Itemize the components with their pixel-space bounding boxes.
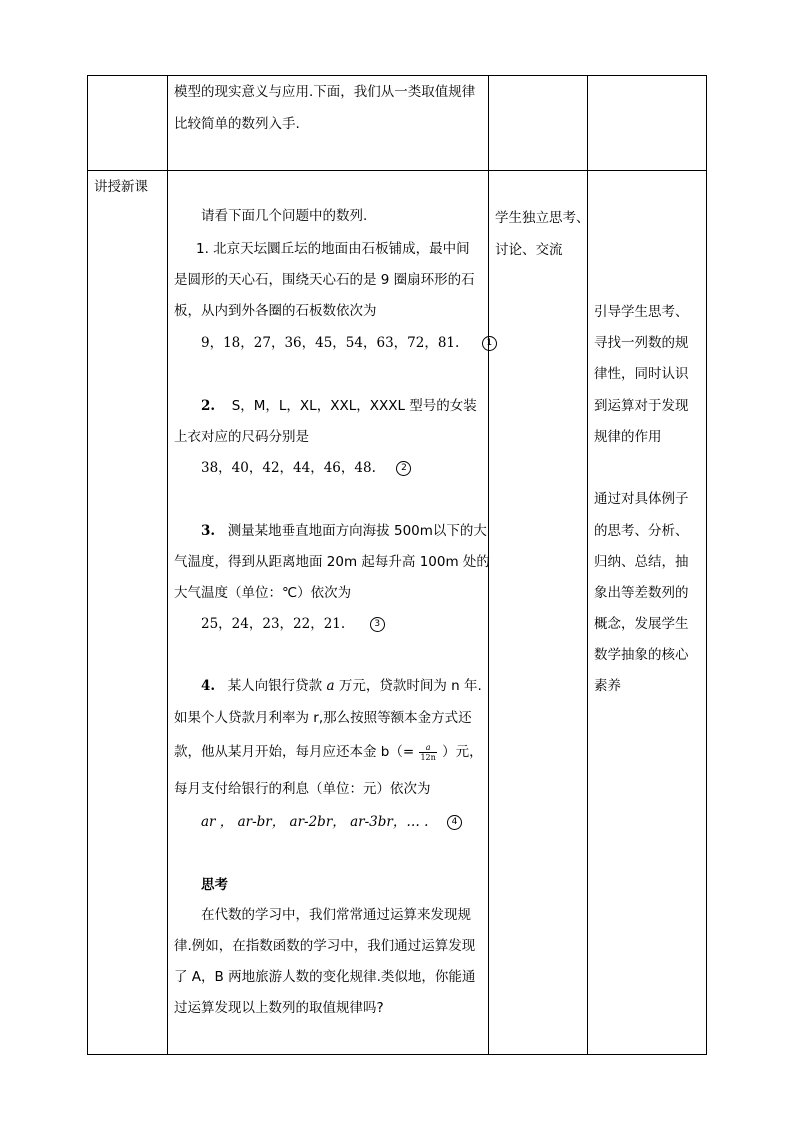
problem3-sequence-text: 25，24，23，22，21.: [201, 616, 346, 632]
problem1-line-2: 是圆形的天心石，围绕天心石的是 9 圈扇环形的石: [174, 272, 475, 288]
problem4-line-1: [201, 677, 482, 695]
design-intent-2-line-5: 概念，发展学生: [594, 616, 689, 632]
design-intent-1-line-5: 规律的作用: [594, 429, 662, 445]
design-intent-2-line-6: 数学抽象的核心: [594, 647, 689, 663]
design-intent-2-line-2: 的思考、分析、: [594, 523, 689, 539]
problem4-variable-a: a: [326, 678, 335, 694]
problem4-line-1-text-a: 某人向银行贷款: [227, 678, 323, 694]
stage-label: 讲授新课: [94, 179, 148, 195]
design-intent-2-line-3: 归纳、总结，抽: [594, 554, 689, 570]
think-line-3: 了 A，B 两地旅游人数的变化规律.类似地，你能通: [174, 969, 476, 985]
table-left-border: [87, 75, 88, 1055]
problem4-circled-mark: 4: [447, 815, 462, 830]
problem3-line-1-text: 测量某地垂直地面方向海拔 500m以下的大: [227, 523, 487, 539]
row1-content-line-2: 比较简单的数列入手.: [174, 116, 300, 132]
student-activity-line-2: 讨论、交流: [495, 242, 563, 258]
row1-content-line-1: 模型的现实意义与应用.下面，我们从一类取值规律: [174, 84, 476, 100]
table-top-border: [87, 75, 707, 76]
problem2-sequence-text: 38，40，42，44，46，48.: [201, 460, 376, 476]
problem4-number: 4.: [201, 678, 216, 694]
problem1-circled-mark: 1: [482, 336, 497, 351]
fraction-numerator: a: [425, 743, 431, 752]
design-intent-2-line-4: 象出等差数列的: [594, 585, 689, 601]
think-line-4: 过运算发现以上数列的取值规律吗?: [174, 1000, 384, 1016]
problem2-number: 2.: [201, 398, 216, 414]
problem3-number: 3.: [201, 523, 216, 539]
design-intent-2-line-7: 素养: [594, 678, 621, 694]
column-divider-1: [167, 75, 168, 1055]
problem3-sequence: [201, 615, 385, 633]
problem2-line-1-text: S，M，L，XL，XXL，XXXL 型号的女装: [231, 398, 477, 414]
think-title: 思考: [201, 877, 228, 893]
problem4-line-3-text-a: 款，他从某月开始，每月应还本金 b（=: [174, 744, 415, 760]
intro-text: 请看下面几个问题中的数列.: [201, 208, 368, 224]
design-intent-1-line-2: 寻找一列数的规: [594, 335, 689, 351]
row-divider: [87, 170, 707, 171]
problem1-line-3: 板，从内到外各圈的石板数依次为: [174, 303, 377, 319]
problem3-circled-mark: 3: [370, 617, 385, 632]
problem2-line-1: [201, 397, 477, 415]
problem3-line-1: [201, 522, 487, 540]
design-intent-2-line-1: 通过对具体例子: [594, 491, 689, 507]
design-intent-1-line-1: 引导学生思考、: [594, 304, 689, 320]
design-intent-1-line-4: 到运算对于发现: [594, 398, 689, 414]
table-bottom-border: [87, 1054, 707, 1055]
problem2-sequence: [201, 459, 411, 477]
problem4-line-3: [174, 743, 483, 762]
problem4-sequence-text: ar ， ar-br， ar-2br， ar-3br，… .: [201, 814, 429, 830]
problem2-line-2: 上衣对应的尺码分别是: [174, 429, 309, 445]
think-line-1: 在代数的学习中，我们常常通过运算来发现规: [201, 907, 471, 923]
problem4-line-1-text-b: 万元，贷款时间为 n 年.: [338, 678, 482, 694]
problem1-sequence-text: 9，18，27，36，45，54，63，72，81.: [201, 335, 460, 351]
problem4-sequence: [201, 813, 462, 831]
design-intent-1-line-3: 律性，同时认识: [594, 366, 689, 382]
think-line-2: 律.例如，在指数函数的学习中，我们通过运算发现: [174, 938, 476, 954]
fraction-denominator: 12n: [420, 753, 436, 762]
problem4-line-3-text-b: ）元，: [442, 744, 483, 760]
problem3-line-3: 大气温度（单位：℃）依次为: [174, 585, 352, 601]
problem4-line-2: 如果个人贷款月利率为 r,那么按照等额本金方式还: [174, 710, 472, 726]
problem4-line-4: 每月支付给银行的利息（单位：元）依次为: [174, 781, 431, 797]
problem1-line-1: 1. 北京天坛圜丘坛的地面由石板铺成，最中间: [196, 241, 470, 257]
problem2-circled-mark: 2: [396, 461, 411, 476]
student-activity-line-1: 学生独立思考、: [495, 210, 590, 226]
principal-fraction: [419, 743, 436, 762]
table-right-border: [706, 75, 707, 1055]
problem3-line-2: 气温度，得到从距离地面 20m 起每升高 100m 处的: [174, 554, 490, 570]
problem1-sequence: [201, 334, 497, 352]
